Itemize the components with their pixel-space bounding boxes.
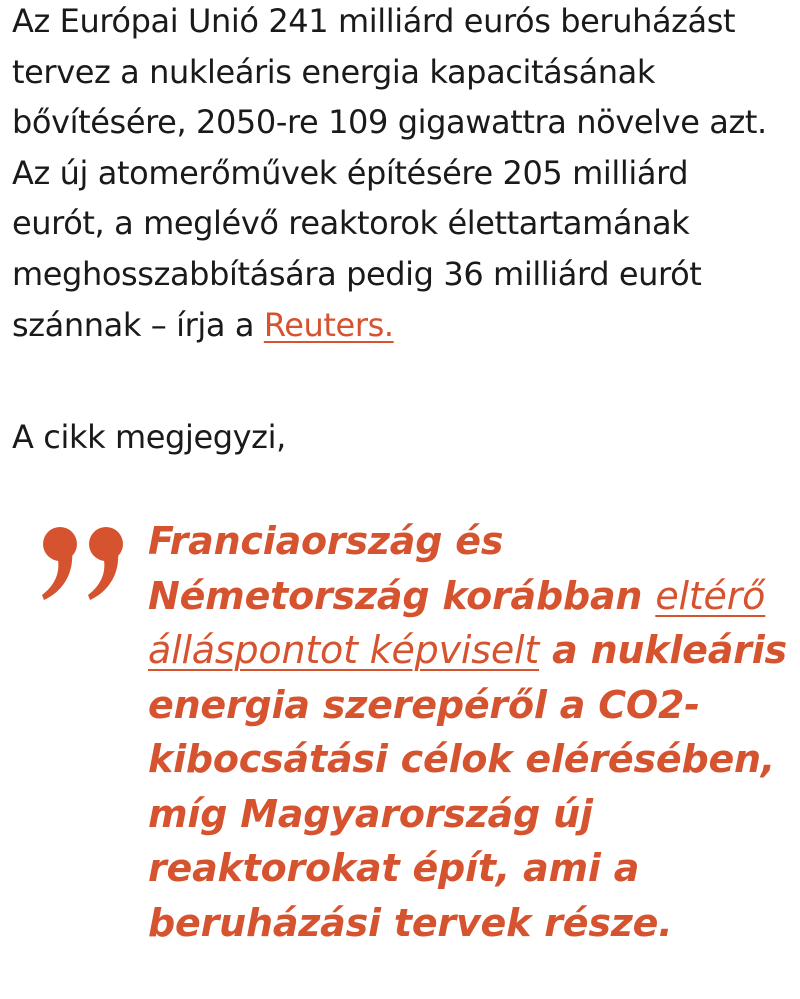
article-paragraph-2: A cikk megjegyzi, — [12, 418, 286, 456]
quote-inline-link[interactable]: eltérő álláspontot képviselt — [148, 573, 766, 672]
paragraph-1-text: Az Európai Unió 241 milliárd eurós beruházást tervez a nukleáris energia kapacitásának bővítésére, 2050-re 109 gigawattra növelve azt. Az új atomerőművek építésére 205 milliárd eurót, a meglévő reaktorok élettartamának meghosszabbítására pedig 36 milliárd eurót szánnak – írja a — [12, 2, 767, 344]
article-paragraph-1 — [12, 0, 792, 350]
quote-text-before: Franciaország és Németország korábban — [148, 519, 656, 618]
pull-quote — [12, 514, 800, 999]
reuters-link[interactable]: Reuters. — [263, 305, 394, 344]
quote-mark-icon — [40, 522, 128, 602]
quote-text — [148, 514, 788, 950]
quote-text-after: a nukleáris energia szerepéről a CO2-kibocsátási célok elérésében, míg Magyarország új reaktorokat épít, ami a beruházási tervek része. — [148, 628, 787, 945]
